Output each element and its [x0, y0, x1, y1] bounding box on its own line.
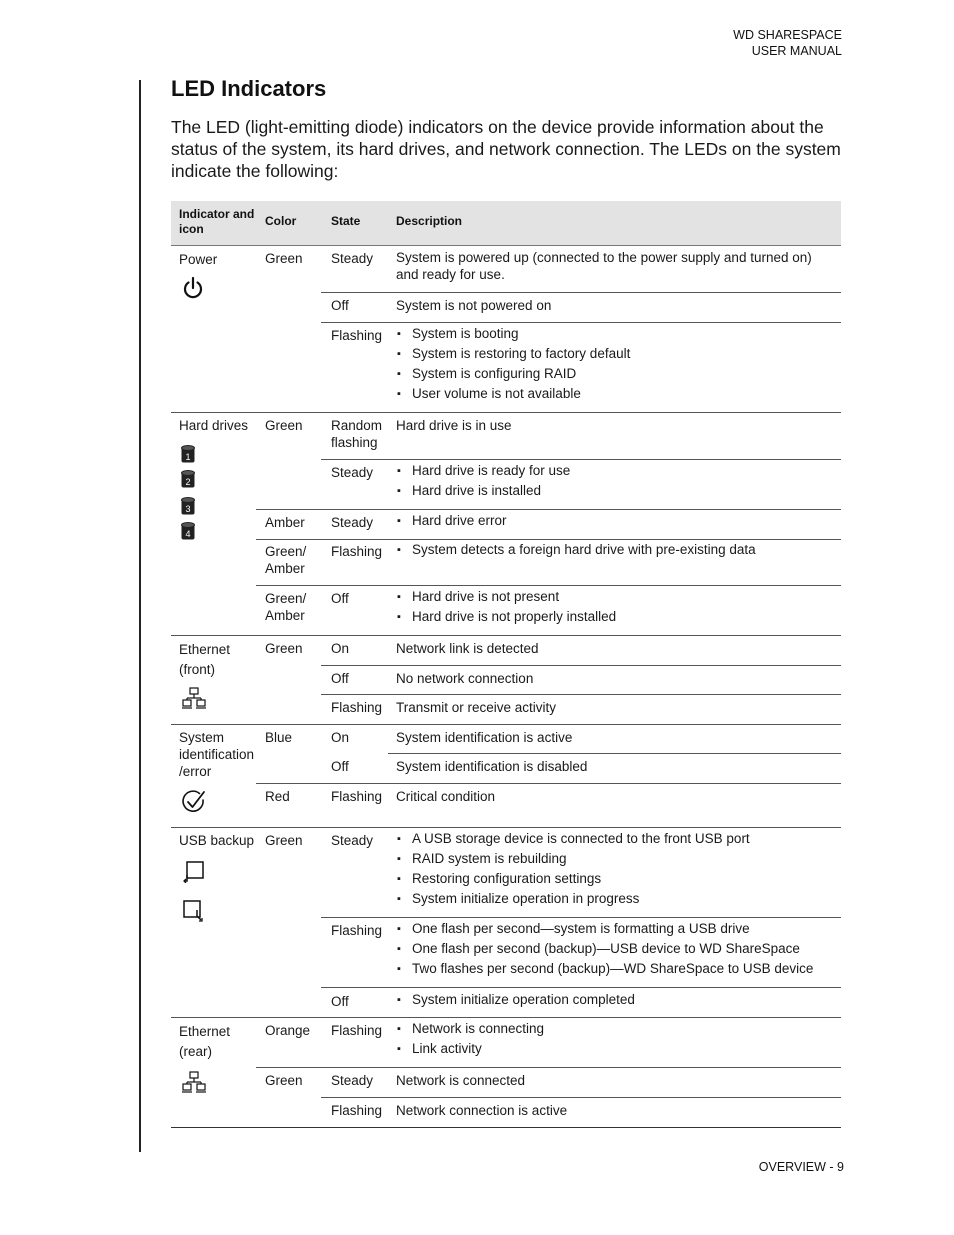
- drives-color-green: Green: [265, 418, 303, 433]
- disk-number: 3: [185, 504, 191, 514]
- list-item: ▪ Restoring configuration settings: [396, 869, 836, 889]
- drives-state-random: Random flashing: [331, 418, 383, 450]
- drives-color-green-amber: Green/ Amber: [265, 544, 307, 576]
- eth-rear-state-flashing-2: Flashing: [331, 1103, 383, 1118]
- header-color: Color: [265, 214, 297, 228]
- eth-rear-orange-list: [396, 1019, 836, 1059]
- eth-rear-state-flashing: Flashing: [331, 1023, 383, 1038]
- sysid-color-blue: Blue: [265, 730, 293, 745]
- row-divider: [321, 694, 841, 695]
- list-item: ▪ User volume is not available: [396, 384, 836, 404]
- list-item: ▪ Network is connecting: [396, 1019, 836, 1039]
- power-icon: [182, 276, 204, 300]
- eth-front-desc-flashing: Transmit or receive activity: [396, 700, 557, 715]
- row-divider: [321, 322, 841, 323]
- list-item: ▪ Link activity: [396, 1039, 836, 1059]
- hard-drive-3-icon: [181, 497, 195, 515]
- led-table: [171, 201, 841, 1128]
- power-color: Green: [265, 251, 303, 266]
- drives-state-off: Off: [331, 591, 349, 606]
- sysid-desc-flashing: Critical condition: [396, 789, 496, 804]
- power-flashing-list: [396, 324, 836, 404]
- usb-flashing-list: [396, 919, 841, 979]
- row-divider: [321, 1097, 841, 1098]
- disk-number: 1: [185, 452, 191, 462]
- row-divider: [321, 665, 841, 666]
- list-item: ▪ One flash per second—system is formatting a USB drive: [396, 919, 841, 939]
- header-description: Description: [396, 214, 463, 228]
- list-item: ▪ Hard drive is not present: [396, 587, 836, 607]
- sysid-state-off: Off: [331, 759, 349, 774]
- list-item: ▪ System initialize operation in progress: [396, 889, 836, 909]
- disk-number: 4: [185, 529, 191, 539]
- usb-steady-list: [396, 829, 836, 909]
- usb-state-flashing: Flashing: [331, 923, 383, 938]
- drives-label: Hard drives: [179, 418, 249, 433]
- usb-copy-in-icon: [183, 861, 205, 883]
- eth-rear-label: Ethernet (rear): [179, 1024, 231, 1059]
- hard-drive-2-icon: [181, 470, 195, 488]
- check-circle-icon: [181, 789, 207, 815]
- row-divider: [321, 459, 841, 460]
- list-item: ▪ System is booting: [396, 324, 836, 344]
- network-icon: [182, 1071, 206, 1093]
- usb-color: Green: [265, 833, 303, 848]
- list-item: ▪ A USB storage device is connected to the front USB port: [396, 829, 836, 849]
- list-item: ▪ Hard drive error: [396, 511, 836, 531]
- eth-front-color: Green: [265, 641, 303, 656]
- row-divider: [388, 753, 841, 754]
- disk-number: 2: [185, 477, 191, 487]
- list-item: ▪ RAID system is rebuilding: [396, 849, 836, 869]
- row-divider: [256, 783, 841, 784]
- drives-desc-random: Hard drive is in use: [396, 418, 512, 433]
- row-divider: [321, 292, 841, 293]
- drives-amber-list: [396, 511, 836, 531]
- sysid-state-on: On: [331, 730, 350, 745]
- drives-color-green-amber-2: Green/ Amber: [265, 591, 307, 623]
- power-label: Power: [179, 252, 218, 267]
- list-item: ▪ System detects a foreign hard drive with pre-existing data: [396, 540, 836, 560]
- list-item: ▪ Two flashes per second (backup)—WD ShareSpace to USB device: [396, 959, 841, 979]
- row-divider: [321, 917, 841, 918]
- eth-front-desc-off: No network connection: [396, 671, 534, 686]
- margin-rule: [139, 80, 141, 1152]
- drives-foreign-list: [396, 540, 836, 560]
- sysid-state-flashing: Flashing: [331, 789, 383, 804]
- page-title: LED Indicators: [171, 76, 327, 101]
- eth-front-state-on: On: [331, 641, 350, 656]
- group-divider: [171, 635, 841, 636]
- usb-off-list: [396, 990, 836, 1010]
- network-icon: [182, 687, 206, 709]
- drives-state-steady: Steady: [331, 465, 374, 480]
- page-footer: OVERVIEW - 9: [758, 1160, 844, 1174]
- drives-color-amber: Amber: [265, 515, 305, 530]
- drives-state-amber-steady: Steady: [331, 515, 374, 530]
- power-state-off: Off: [331, 298, 349, 313]
- usb-label: USB backup: [179, 833, 255, 848]
- eth-front-label: Ethernet (front): [179, 642, 231, 677]
- intro-paragraph: The LED (light-emitting diode) indicators on the device provide information about the status of the system, its hard drives, and network connection. The LEDs on the system indicate the following:: [171, 117, 841, 181]
- eth-rear-state-steady: Steady: [331, 1073, 374, 1088]
- list-item: ▪ Hard drive is ready for use: [396, 461, 836, 481]
- sysid-desc-off: System identification is disabled: [396, 759, 588, 774]
- row-divider: [256, 509, 841, 510]
- usb-state-steady: Steady: [331, 833, 374, 848]
- header-line-1: WD SHARESPACE: [733, 28, 842, 42]
- usb-copy-out-icon: [183, 900, 205, 922]
- list-item: ▪ System is restoring to factory default: [396, 344, 836, 364]
- eth-front-state-off: Off: [331, 671, 349, 686]
- group-divider: [171, 412, 841, 413]
- list-item: ▪ System initialize operation completed: [396, 990, 836, 1010]
- row-divider: [321, 987, 841, 988]
- group-divider: [171, 1017, 841, 1018]
- group-divider: [171, 724, 841, 725]
- usb-state-off: Off: [331, 994, 349, 1009]
- power-state-flashing: Flashing: [331, 328, 383, 343]
- list-item: ▪ Hard drive is installed: [396, 481, 836, 501]
- eth-rear-desc-steady: Network is connected: [396, 1073, 526, 1088]
- hard-drive-1-icon: [181, 445, 195, 463]
- running-header: [733, 27, 842, 59]
- list-item: ▪ Hard drive is not properly installed: [396, 607, 836, 627]
- eth-front-desc-on: Network link is detected: [396, 641, 539, 656]
- power-desc-steady: System is powered up (connected to the power supply and turned on) and ready for use.: [396, 250, 812, 282]
- group-divider: [171, 827, 841, 828]
- row-divider: [256, 1067, 841, 1068]
- hard-drive-4-icon: [181, 522, 195, 540]
- power-desc-off: System is not powered on: [396, 298, 552, 313]
- list-item: ▪ System is configuring RAID: [396, 364, 836, 384]
- sysid-label: System identification /error: [179, 730, 255, 779]
- header-state: State: [331, 214, 361, 228]
- row-divider: [256, 585, 841, 586]
- eth-front-state-flashing: Flashing: [331, 700, 383, 715]
- eth-rear-color-green: Green: [265, 1073, 303, 1088]
- drives-steady-list: [396, 461, 836, 501]
- list-item: ▪ One flash per second (backup)—USB device to WD ShareSpace: [396, 939, 841, 959]
- drives-off-list: [396, 587, 836, 627]
- sysid-color-red: Red: [265, 789, 290, 804]
- sysid-desc-on: System identification is active: [396, 730, 573, 745]
- eth-rear-color-orange: Orange: [265, 1023, 311, 1038]
- drives-state-flashing: Flashing: [331, 544, 383, 559]
- table-header-row: [171, 201, 841, 246]
- header-line-2: USER MANUAL: [751, 44, 842, 58]
- power-state-steady: Steady: [331, 251, 374, 266]
- header-indicator: Indicator and icon: [179, 207, 255, 236]
- eth-rear-desc-flashing: Network connection is active: [396, 1103, 568, 1118]
